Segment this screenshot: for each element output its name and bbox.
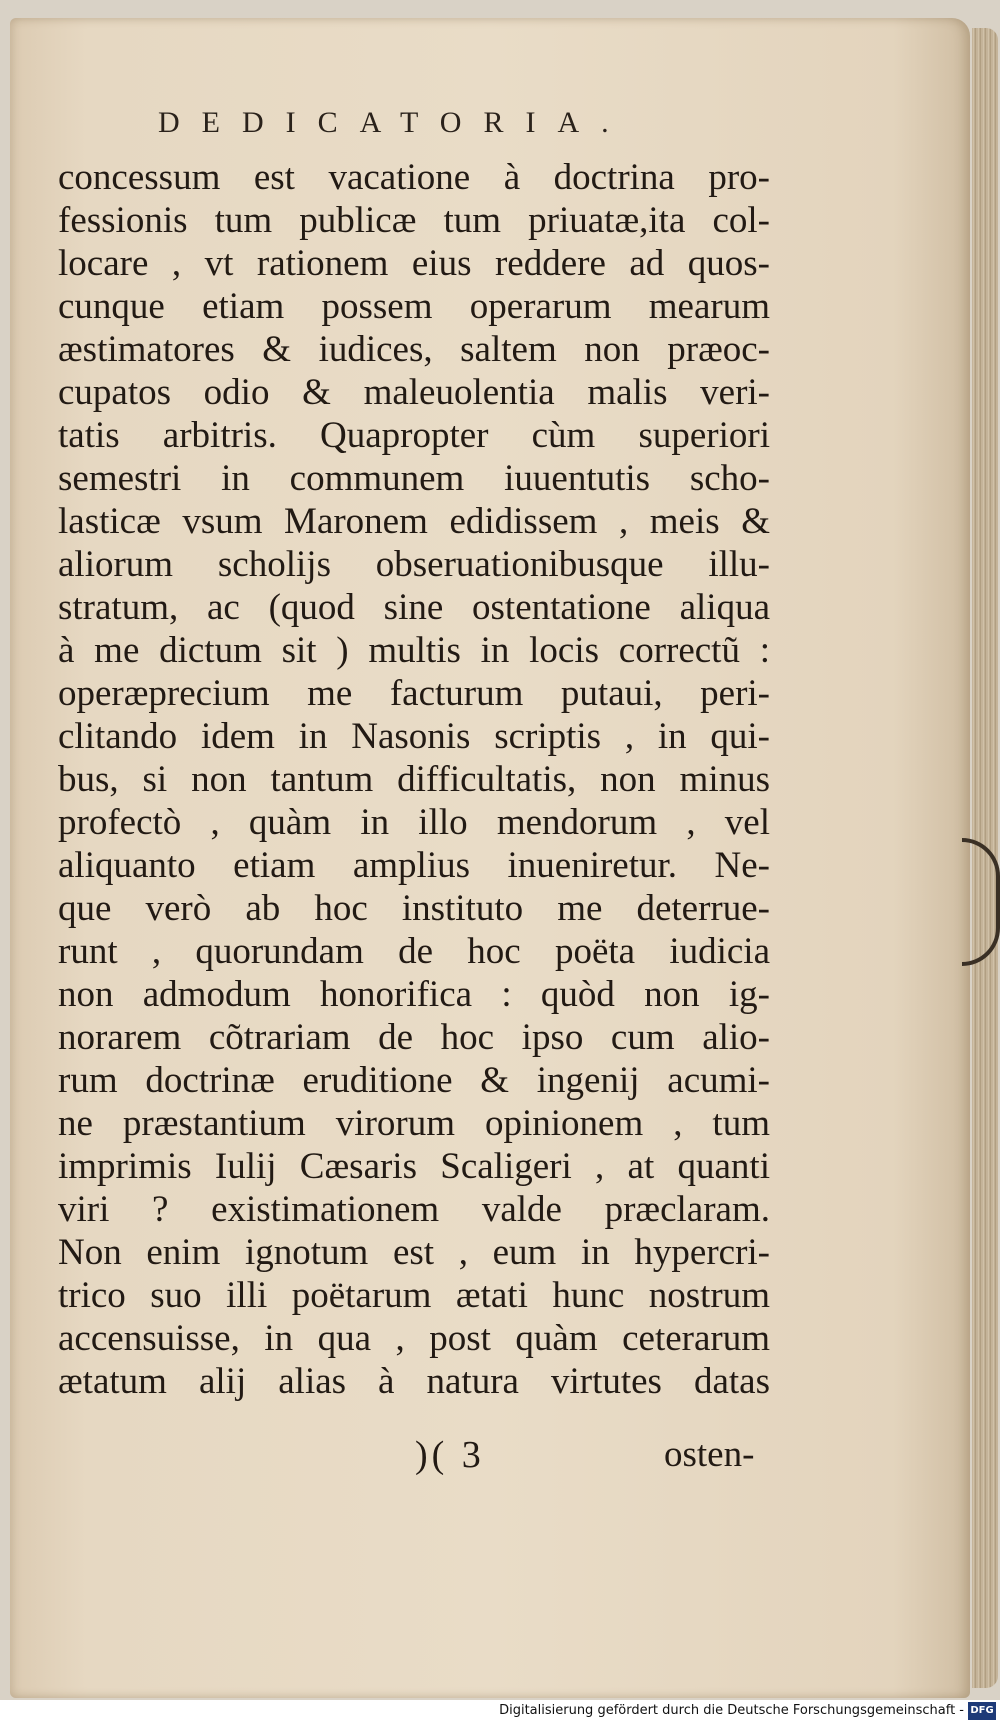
text-line: viri ? existimationem valde præclaram. xyxy=(58,1189,770,1230)
text-line: cupatos odio & maleuolentia malis veri- xyxy=(58,372,770,413)
text-line: runt , quorundam de hoc poëta iudicia xyxy=(58,931,770,972)
bookmark-ribbon xyxy=(962,838,1000,966)
text-line: ne præstantium virorum opinionem , tum xyxy=(58,1103,770,1144)
text-line: aliquanto etiam amplius inueniretur. Ne- xyxy=(58,845,770,886)
text-line: profectò , quàm in illo mendorum , vel xyxy=(58,802,770,843)
running-head: DEDICATORIA. xyxy=(158,106,631,139)
text-line: rum doctrinæ eruditione & ingenij acumi- xyxy=(58,1060,770,1101)
text-line: cunque etiam possem operarum mearum xyxy=(58,286,770,327)
text-line: aliorum scholijs obseruationibusque illu- xyxy=(58,544,770,585)
text-line: locare , vt rationem eius reddere ad quos- xyxy=(58,243,770,284)
catchword: osten- xyxy=(664,1434,755,1475)
text-line: trico suo illi poëtarum ætati hunc nostrum xyxy=(58,1275,770,1316)
text-line: semestri in communem iuuentutis scho- xyxy=(58,458,770,499)
signature-mark: )( 3 xyxy=(415,1434,485,1476)
text-line: fessionis tum publicæ tum priuatæ,ita col- xyxy=(58,200,770,241)
dfg-logo-icon: DFG xyxy=(968,1702,996,1720)
text-line: bus, si non tantum difficultatis, non minus xyxy=(58,759,770,800)
text-line: æstimatores & iudices, saltem non præoc- xyxy=(58,329,770,370)
text-line: Non enim ignotum est , eum in hypercri- xyxy=(58,1232,770,1273)
page-footer xyxy=(10,1433,970,1483)
text-line: non admodum honorifica : quòd non ig- xyxy=(58,974,770,1015)
text-line: norarem cõtrariam de hoc ipso cum alio- xyxy=(58,1017,770,1058)
text-line: que verò ab hoc instituto me deterrue- xyxy=(58,888,770,929)
text-line: operæprecium me facturum putaui, peri- xyxy=(58,673,770,714)
text-line: ætatum alij alias à natura virtutes datas xyxy=(58,1361,770,1402)
text-line: imprimis Iulij Cæsaris Scaligeri , at quanti xyxy=(58,1146,770,1187)
book-page xyxy=(10,18,970,1698)
text-line: concessum est vacatione à doctrina pro- xyxy=(58,157,770,198)
funding-credit: Digitalisierung gefördert durch die Deutsche Forschungsgemeinschaft - xyxy=(499,1703,964,1718)
text-line: à me dictum sit ) multis in locis correctũ : xyxy=(58,630,770,671)
text-line: clitando idem in Nasonis scriptis , in qui- xyxy=(58,716,770,757)
text-line: tatis arbitris. Quapropter cùm superiori xyxy=(58,415,770,456)
text-line: stratum, ac (quod sine ostentatione aliqua xyxy=(58,587,770,628)
credit-bar xyxy=(0,1700,1000,1724)
text-line: lasticæ vsum Maronem edidissem , meis & xyxy=(58,501,770,542)
body-text xyxy=(58,156,770,1403)
text-line: accensuisse, in qua , post quàm ceterarum xyxy=(58,1318,770,1359)
